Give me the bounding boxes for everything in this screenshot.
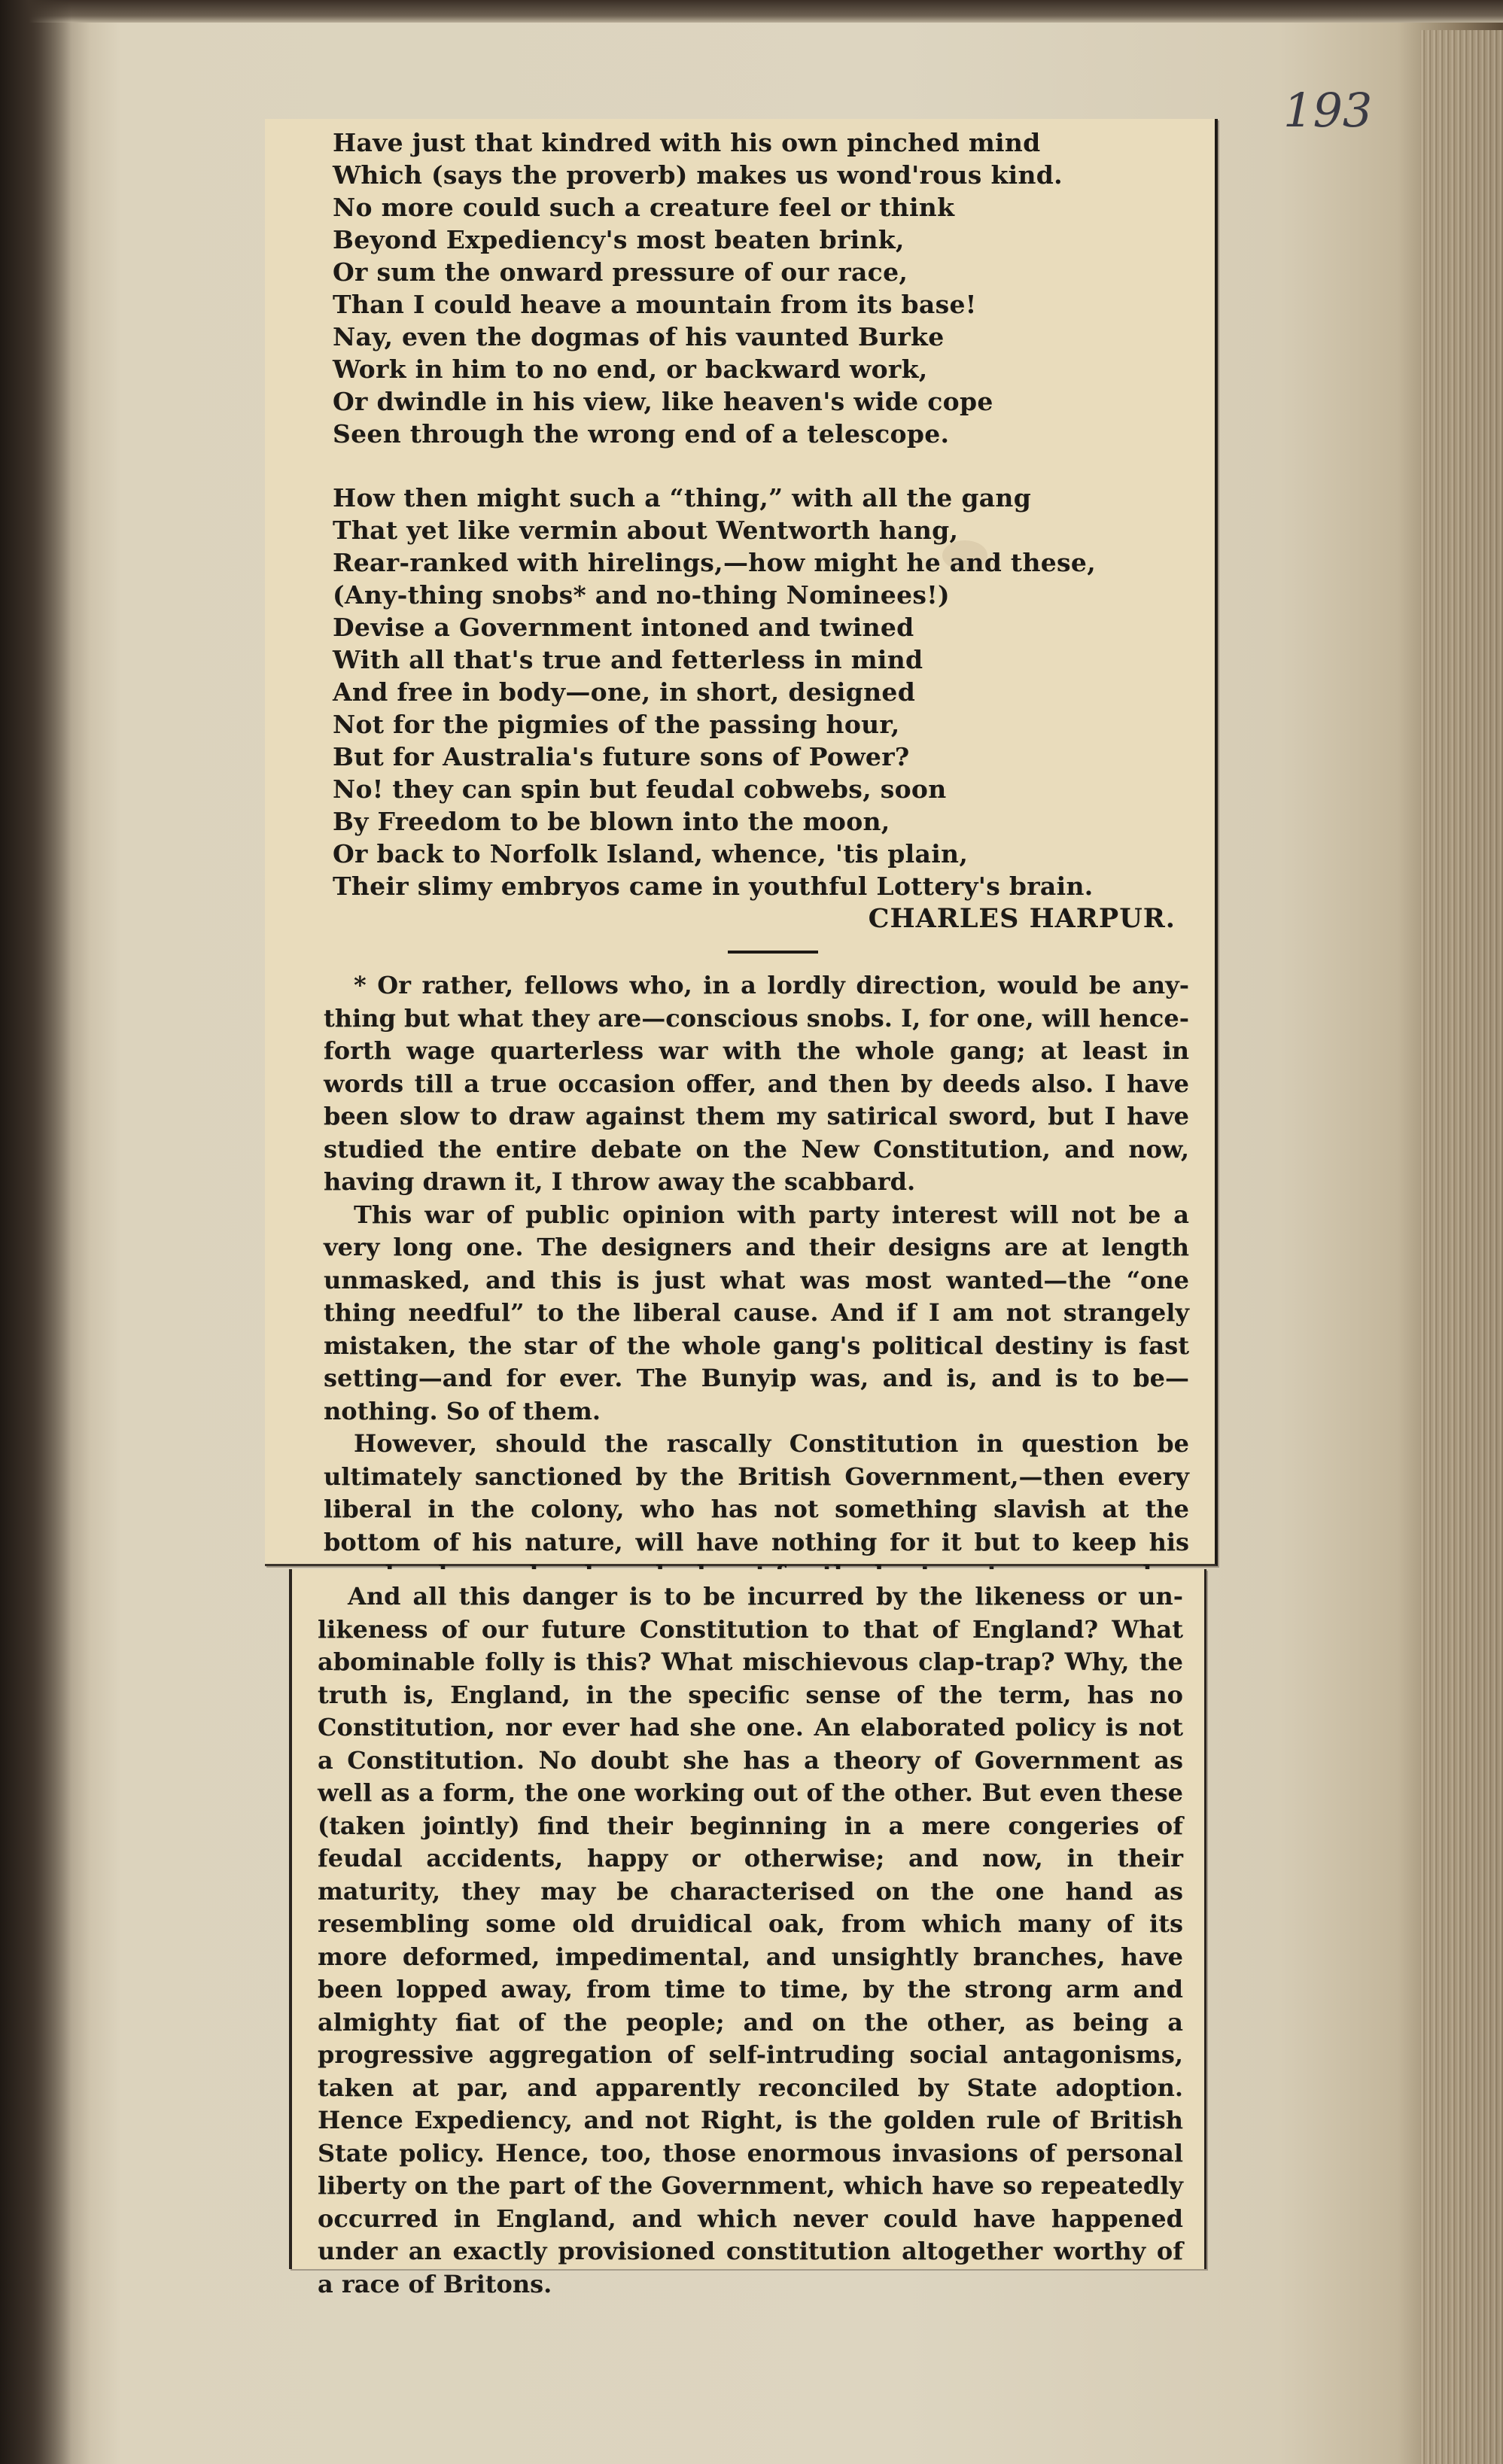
- footnote-paragraph: * Or rather, fellows who, in a lordly direction, would be any-thing but what they are—conscious snobs. I, for one, will hence-forth wage quarterless war with the whole gang; at least in words till a true occasion offer, and then by deeds also. I have been slow to draw against them my satirical sword, but I have studied the entire debate on the New Constitution, and now, having drawn it, I throw away the scabbard.: [324, 971, 1189, 1196]
- poem-line: Work in him to no end, or backward work,: [333, 354, 928, 384]
- essay-paragraph: And all this danger is to be incurred by the likeness or un-likeness of our future Constitution to that of England? What abominable folly is this? What mischievous clap-trap? Why, the truth is, England, in the specific sense of the term, has no Constitution, nor ever had she one. An elaborated policy is not a Constitution. No doubt she has a theory of Government as well as a form, the one working out of the other. But even these (taken jointly) find their beginning in a mere congeries of feudal accidents, happy or otherwise; and now, in their maturity, they may be characterised on the one hand as resembling some old druidical oak, from which many of its more deformed, impedimental, and unsightly branches, have been lopped away, from time to time, by the strong arm and almighty fiat of the people; and on the other, as being a progressive aggregation of self-intruding social antagonisms, taken at par, and apparently reconciled by State adoption. Hence Expediency, and not Right, is the golden rule of British State policy. Hence, too, those enormous invasions of personal liberty on the part of the Government, which have so repeatedly occurred in England, and which never could have happened under an exactly provisioned constitution altogether worthy of a race of Britons.: [318, 1582, 1183, 2298]
- poem-line: That yet like vermin about Wentworth hang,: [333, 516, 959, 545]
- essay-text: [318, 1580, 1183, 2298]
- poem-line: Or sum the onward pressure of our race,: [333, 257, 908, 287]
- newspaper-clipping-essay: [289, 1569, 1206, 2298]
- poem-line: No! they can spin but feudal cobwebs, soon: [333, 774, 947, 804]
- poem-line: Or back to Norfolk Island, whence, 'tis plain,: [333, 839, 969, 868]
- poem-line: Seen through the wrong end of a telescope.: [333, 419, 950, 449]
- poem-line: Than I could heave a mountain from its base!: [333, 290, 977, 319]
- poem-line: But for Australia's future sons of Power?: [333, 742, 910, 771]
- poem-line: Beyond Expediency's most beaten brink,: [333, 225, 905, 254]
- footnote-text: [324, 969, 1189, 1556]
- binding-gutter: [0, 0, 71, 2464]
- poem-line: And free in body—one, in short, designed: [333, 677, 916, 707]
- poem-line: By Freedom to be blown into the moon,: [333, 807, 890, 836]
- poem-line: Which (says the proverb) makes us wond'rous kind.: [333, 160, 1063, 190]
- poem-line: Nay, even the dogmas of his vaunted Burke: [333, 322, 945, 351]
- poem-line: Not for the pigmies of the passing hour,: [333, 710, 900, 739]
- poem-stanza-1: [333, 126, 1198, 450]
- footnote-paragraph: However, should the rascally Constitution in question be ultimately sanctioned by the British Government,—then every liberal in the colony, who has not something slavish at the bottom of his nature, will have nothing for it but to keep his: [324, 1429, 1189, 1556]
- footnote-paragraph: This war of public opinion with party interest will not be a very long one. The designers and their designs are at length unmasked, and this is just what was most wanted—the “one thing needful” to the liberal cause. And if I am not strangely mistaken, the star of the whole gang's political destiny is fast setting—and for ever. The Bunyip was, and is, and is to be—nothing. So of them.: [324, 1200, 1189, 1425]
- page-number: 193: [1283, 83, 1373, 138]
- poem-line: With all that's true and fetterless in mind: [333, 645, 923, 674]
- author-signature: CHARLES HARPUR.: [868, 903, 1176, 934]
- poem-line: Or dwindle in his view, like heaven's wide cope: [333, 387, 993, 416]
- page-edges: [1420, 30, 1503, 2464]
- poem-stanza-2: [333, 482, 1198, 902]
- poem-line: Have just that kindred with his own pinched mind: [333, 128, 1041, 157]
- poem-line: No more could such a creature feel or think: [333, 193, 955, 222]
- poem-line: Devise a Government intoned and twined: [333, 613, 914, 642]
- newspaper-clipping-poem: [265, 119, 1218, 1566]
- poem: [333, 126, 1198, 902]
- poem-line: (Any-thing snobs* and no-thing Nominees!): [333, 580, 950, 610]
- poem-line: Their slimy embryos came in youthful Lottery's brain.: [333, 872, 1094, 901]
- page-top-edge: [0, 0, 1503, 23]
- poem-line: Rear-ranked with hirelings,—how might he and these,: [333, 548, 1097, 577]
- poem-line: How then might such a “thing,” with all the gang: [333, 483, 1032, 513]
- stanza-gap: [333, 450, 1198, 482]
- divider-rule: [728, 951, 818, 954]
